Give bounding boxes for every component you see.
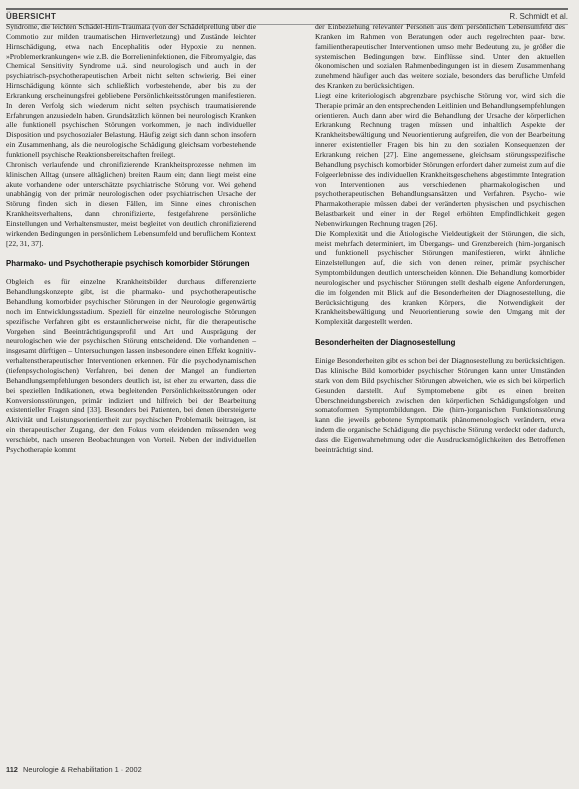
section-heading: Besonderheiten der Diagnosestellung	[315, 338, 456, 348]
page-number: 112	[6, 765, 18, 774]
body-paragraph: der Einbeziehung relevanter Personen aus dem persönlichen Lebensumfeld des Kranken im Rahmen von Beratungen oder auch regelrechten paar- bzw. familientherapeutischer Interventionen umso mehr Bedeutung zu, je größer die systemischen Bedingungen bzw. Einflüsse sind. Unter den aktuellen ökonomischen und sozialen Rahmenbedingungen ist in diesem Zusammenhang zunehmend häufiger auch das weitere soziale, besonders das berufliche Umfeld des Kranken zu berücksichtigen.	[315, 22, 565, 91]
right-column	[315, 22, 565, 455]
journal-name: Neurologie & Rehabilitation 1 · 2002	[23, 765, 142, 774]
body-paragraph: Chronisch verlaufende und chronifizierende Krankheitsprozesse nehmen im klinischen Alltag (unsere alltäglichen) breiten Raum ein; dann liegt meist eine akute vorhandene oder unterschätzte psychiatrische Störung vor. Wei gehend unabhängig von der primär neurologischen oder psychiatrischen Ursache der Störung finden sich in diesen Fällen, im Sinne eines chronischen Krankheitsverhaltens, dann chronifizierte, festgefahrene persönliche Einstellungen und Verhaltensmuster, meist begleitet von deutlich chronifizierend wirkenden Bedingungen in persönlichem Lebensumfeld und beruflichem Kontext [22, 31, 37].	[6, 159, 256, 248]
page-footer	[6, 764, 206, 776]
running-header	[6, 8, 568, 22]
body-paragraph: Obgleich es für einzelne Krankheitsbilder durchaus differenzierte Behandlungskonzepte gibt, ist die pharmako- und psychotherapeutische Behandlung komorbider psychischer Störungen in der Neurologie gegenwärtig noch im Entwicklungsstadium. Speziell für einzelne neurologische Störungen spezifische Verfahren gibt es erstaunlicherweise nicht, für die therapeutische Vorgehen sind Beeinträchtigungsprofil und Art und Ausprägung der neurologischen wie der psychischen Störung entscheidend. Die vorhandenen – insgesamt dürftigen – Untersuchungen lassen insbesondere einen Effekt kognitiv-verhaltenstherapeutischer Interventionen erkennen. Für die psychodynamischen (tiefenpsychologischen) Verfahren, bei denen der Mangel an fundierten Behandlungsempfehlungen besonders deutlich ist, ist eher zu erwarten, dass die bei speziellen Indikationen, etwa begleitenden Persönlichkeitsstörungen oder Konversionsstörungen, primär indiziert und hilfreich bei der Bearbeitung existentieller Fragen sind [33]. Besonders bei Patienten, bei denen übersteigerte Aktivität und Leistungsorientiertheit zur psychischen Problematik beitragen, ist ein therapeutischer Zugang, der den Fokus vom eleidenden müssenden weg verschiebt, nach unseren Beobachtungen von Vorteil. Neben der individuellen Psychotherapie kommt	[6, 277, 256, 454]
body-paragraph: Die Komplexität und die Ätiologische Vieldeutigkeit der Störungen, die sich, meist mehrfach determiniert, im Übergangs- und Grenzbereich (hirn-)organisch und funktionell psychischer Störungen manifestieren, wirkt ähnliche Einzelstellungen auf, die sich von denen reiner, primär psychischer Symptombildungen deutlich unterscheiden können. Die Behandlung komorbider neurologischer und psychischer Störungen stellt deshalb eigene Anforderungen, die im folgenden mit Blick auf die Besonderheiten der Diagnosestellung, die Berücksichtigung des kranken Körpers, die Notwendigkeit der Krankheitsbewältigung und Neuorientierung sowie den Umgang mit der Komplexität dargestellt werden.	[315, 228, 565, 327]
section-heading: Pharmako- und Psychotherapie psychisch komorbider Störungen	[6, 259, 250, 269]
section-label: ÜBERSICHT	[6, 12, 57, 21]
author-label: R. Schmidt et al.	[509, 12, 568, 21]
left-column	[6, 22, 256, 455]
body-paragraph: Syndrome, die leichten Schädel-Hirn-Traumata (von der Schädelprellung über die Commotio zur milden traumatischen Hirnverletzung) und Zustände leichter Hirnschädigung, etwa nach Encephalitis oder Hypoxie zu nennen. »Problemerkrankungen« wie z.B. die Borrelieninfektionen, die Fibromyalgie, das Chemical Sensitivity Syndrome u.ä. sind neurologisch und auch in der psychiatrisch-psychotherapeutischen Arbeit nicht selten schwierig. Bei einer Hirnschädigung könnte sich schließlich vorbestehende, aber bis zu der Erkrankung erscheinungsfrei gebliebene Persönlichkeitsstörungen manifestieren. In deren Verfolg sich wiederum nicht selten psychisch traumatisierende Erfahrungen anzusiedeln haben. Grundsätzlich können bei neurologisch Kranken alle funktionell psychischen Störungen vorkommen, je nach individueller Disposition und psychosozialer Belastung. Häufig zeigt sich dann schon insofern ein Zusammenhang, als die neurologische Schädigung gleichsam vorbestehende funktionell psychische Reaktionsbereitschaften freilegt.	[6, 22, 256, 159]
body-paragraph: Einige Besonderheiten gibt es schon bei der Diagnosestellung zu berücksichtigen. Das klinische Bild komorbider psychischer Störungen kann unter Umständen stark von dem Bild psychischer Störungen abweichen, wie es sich bei körperlich Gesunden darstellt. Auf Symptomebene gibt es einen breiten Überschneidungsbereich zwischen den körperlichen Schädigungsfolgen und somatoformen Symptombildungen. Die (hirn-)organischen Funktionsstörung kann die jeweils gebotene Symptomatik phänomenologisch verändern, etwa indem die organische Schädigung die psychische Störung verdeckt oder dadurch, dass die Eigenwahrnehmung oder die Ausdrucksmöglichkeiten des Betroffenen beeinträchtigt sind.	[315, 356, 565, 454]
body-paragraph: Liegt eine kriteriologisch abgrenzbare psychische Störung vor, wird sich die Therapie primär an den entsprechenden Leitlinien und Behandlungsempfehlungen orientieren. Auch dann aber wird die Behandlung der Ursache der körperlichen Erkrankung Rechnung tragen müssen und inhaltlich Aspekte der Krankheitsbewältigung und Neuorientierung aufgreifen, die von der Bearbeitung innerer existentieller Fragen bis hin zu den sozialen Konsequenzen der Erkrankung reichen [27]. Eine angemessene, gleichsam störungsspezifische Behandlung psychisch komorbider Störungen erfordert daher zumeist zum auf die Folgeerlebnisse des individuellen Krankheitsgeschehens abgestimmte Integration von Interventionen aus verschiedenen pharmakologischen und psychotherapeutischen Behandlungsansätzen und Verfahren. Psycho- wie Pharmakotherapie müssen dabei der veränderten physischen und psychischen Belastbarkeit und einer in der Regel erhöhten Empfindlichkeit gegen Nebenwirkungen Rechnung tragen [26].	[315, 90, 565, 228]
